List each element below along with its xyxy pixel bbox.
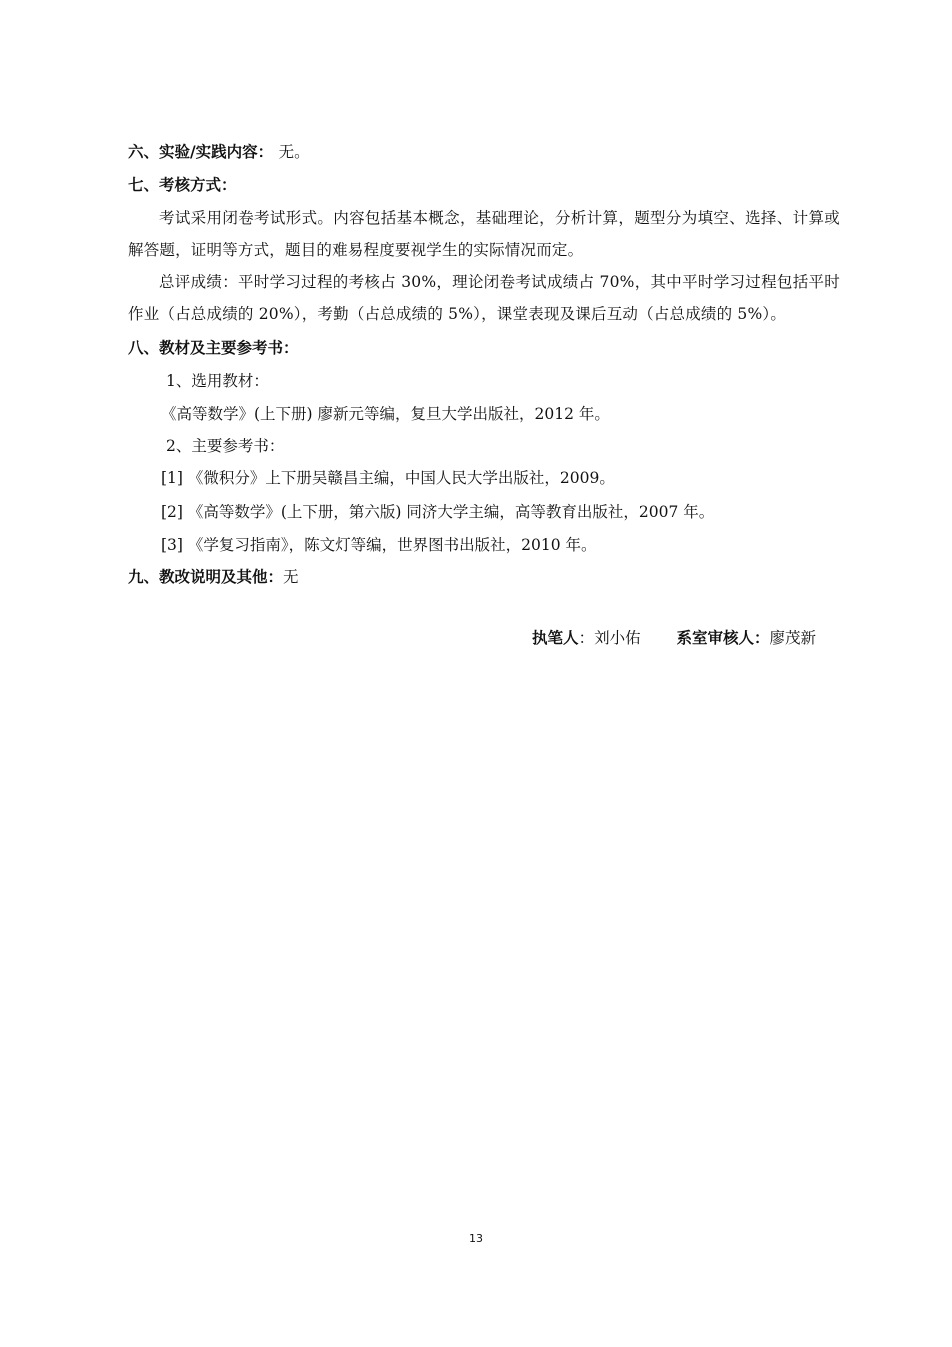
- section-six-title: 六、实验/实践内容：: [128, 142, 274, 161]
- grading-paragraph: 总评成绩：平时学习过程的考核占 30%，理论闭卷考试成绩占 70%，其中平时学习过程包括平时作业（占总成绩的 20%），考勤（占总成绩的 5%），课堂表现及课后互动（占总成绩的 5%）。: [128, 273, 840, 323]
- section-six-value: 无。: [278, 143, 310, 161]
- reference-item-3: [3] 《学复习指南》，陈文灯等编，世界图书出版社，2010 年。: [161, 536, 597, 554]
- section-nine-heading: [128, 567, 299, 587]
- assessment-format-paragraph: 考试采用闭卷考试形式。内容包括基本概念，基础理论，分析计算，题型分为填空、选择、计算或解答题，证明等方式，题目的难易程度要视学生的实际情况而定。: [128, 209, 840, 259]
- section-seven-heading: 七、考核方式：: [128, 175, 237, 194]
- reviewer-name: 廖茂新: [769, 629, 816, 647]
- textbook-entry: 《高等数学》(上下册) 廖新元等编，复旦大学出版社，2012 年。: [161, 405, 610, 423]
- section-nine-value: 无: [283, 568, 299, 586]
- reference-item-2: [2] 《高等数学》(上下册，第六版) 同济大学主编，高等教育出版社，2007 年。: [161, 503, 715, 521]
- section-six-heading: [128, 142, 310, 162]
- page-number: 13: [469, 1232, 483, 1245]
- section-eight-heading: 八、教材及主要参考书：: [128, 338, 299, 357]
- section-nine-title: 九、教改说明及其他：: [128, 567, 284, 586]
- signoff-line: [532, 628, 816, 648]
- reference-item-1: [1] 《微积分》上下册吴赣昌主编，中国人民大学出版社，2009。: [161, 469, 615, 487]
- author-name: 刘小佑: [594, 629, 641, 647]
- author-separator: ：: [578, 629, 595, 647]
- textbook-heading: 1、选用教材：: [166, 372, 269, 390]
- references-heading: 2、主要参考书：: [166, 437, 285, 455]
- author-label: 执笔人: [532, 628, 579, 647]
- reviewer-label: 系室审核人：: [676, 628, 770, 647]
